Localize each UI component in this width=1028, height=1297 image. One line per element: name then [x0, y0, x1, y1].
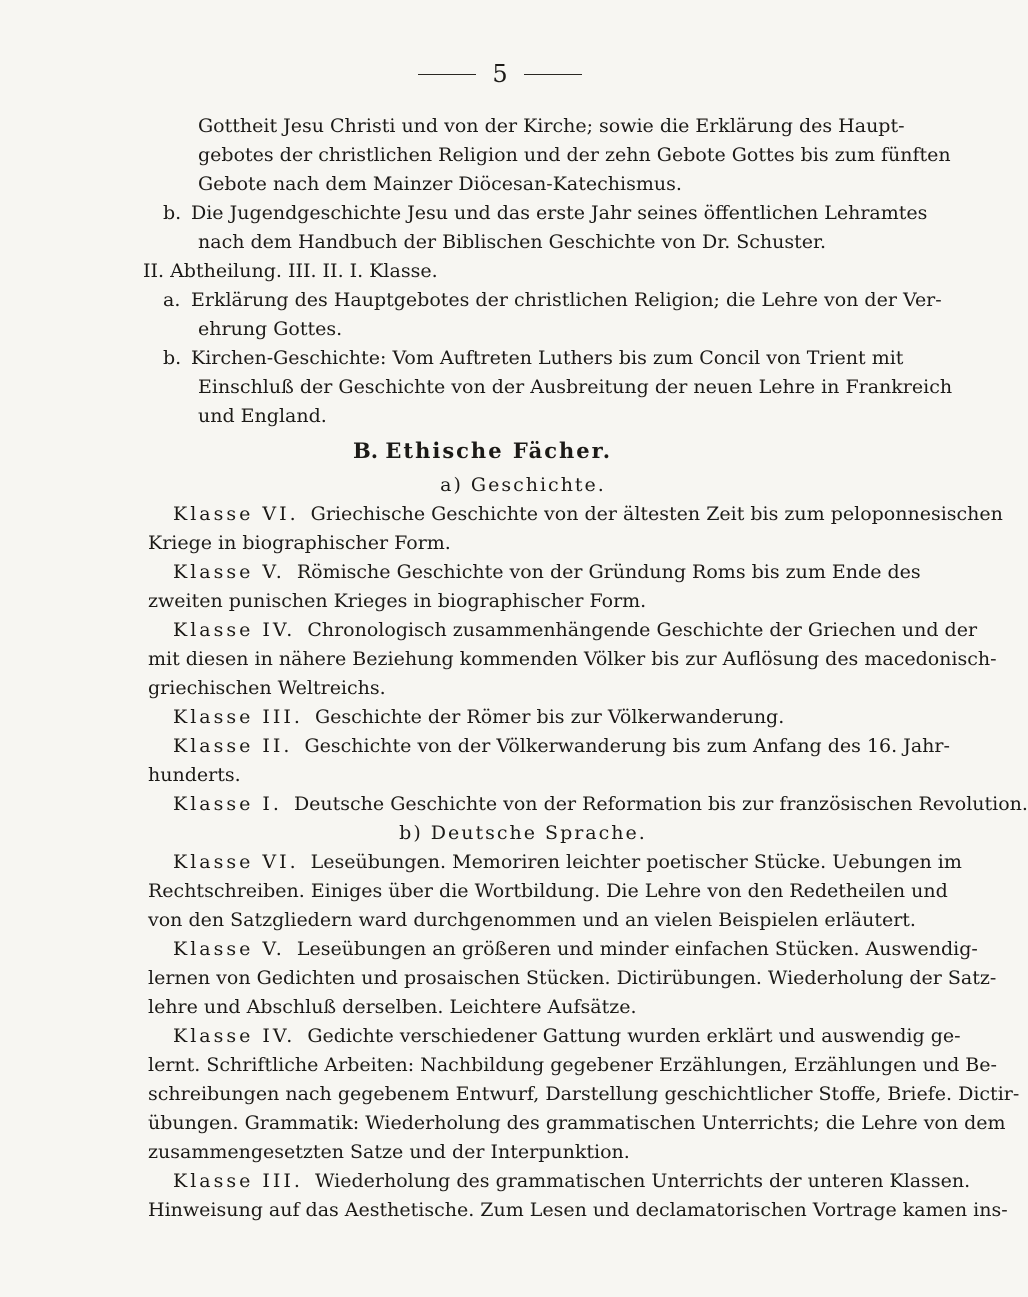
text-line: übungen. Grammatik: Wiederholung des grammatischen Unterrichts; die Lehre von dem	[148, 1112, 1006, 1134]
text-line: mit diesen in nähere Beziehung kommenden Völker bis zur Auflösung des macedonisch-	[148, 648, 997, 670]
header-rule-left	[418, 74, 476, 75]
section-title: Ethische Fächer.	[385, 438, 613, 463]
klasse-entry	[143, 703, 903, 732]
list-item-b	[143, 344, 903, 373]
klasse-label: Klasse V.	[173, 938, 285, 960]
text-line: Kriege in biographischer Form.	[148, 532, 451, 554]
item-text: Erklärung des Hauptgebotes der christlichen Religion; die Lehre von der Ver-	[191, 289, 942, 311]
klasse-text: Römische Geschichte von der Gründung Roms bis zum Ende des	[296, 561, 921, 583]
text-line: Einschluß der Geschichte von der Ausbreitung der neuen Lehre in Frankreich	[198, 376, 953, 398]
text-line: griechischen Weltreichs.	[148, 677, 386, 699]
text-line: zusammengesetzten Satze und der Interpunktion.	[148, 1141, 630, 1163]
klasse-text: Wiederholung des grammatischen Unterrichts der unteren Klassen.	[314, 1170, 971, 1192]
klasse-entry	[143, 935, 978, 964]
text-line: und England.	[198, 405, 327, 427]
page-number: 5	[492, 60, 508, 88]
body-text	[143, 112, 1028, 1225]
subsection-heading: a) Geschichte.	[440, 474, 606, 496]
klasse-entry	[143, 732, 950, 761]
text-line: Gottheit Jesu Christi und von der Kirche; sowie die Erklärung des Haupt-	[198, 115, 905, 137]
page-header	[0, 62, 1000, 86]
klasse-entry	[143, 500, 1003, 529]
list-item-b	[143, 199, 928, 228]
text-line: hunderts.	[148, 764, 241, 786]
klasse-text: Geschichte der Römer bis zur Völkerwanderung.	[314, 706, 785, 728]
item-text: Die Jugendgeschichte Jesu und das erste Jahr seines öffentlichen Lehramtes	[191, 202, 928, 224]
klasse-label: Klasse VI.	[173, 503, 299, 525]
klasse-text: Leseübungen an größeren und minder einfachen Stücken. Auswendig-	[296, 938, 978, 960]
text-line: Rechtschreiben. Einiges über die Wortbildung. Die Lehre von den Redetheilen und	[148, 880, 948, 902]
klasse-text: Deutsche Geschichte von der Reformation bis zur französischen Revolution.	[293, 793, 1028, 815]
klasse-label: Klasse V.	[173, 561, 285, 583]
list-item-a	[143, 286, 942, 315]
text-line: Gebote nach dem Mainzer Diöcesan-Katechismus.	[198, 173, 682, 195]
text-line: Hinweisung auf das Aesthetische. Zum Lesen und declamatorischen Vortrage kamen ins-	[148, 1199, 1008, 1221]
klasse-label: Klasse III.	[173, 1170, 303, 1192]
klasse-label: Klasse III.	[173, 706, 303, 728]
text-line: zweiten punischen Krieges in biographischer Form.	[148, 590, 647, 612]
item-text: Kirchen-Geschichte: Vom Auftreten Luthers bis zum Concil von Trient mit	[191, 347, 904, 369]
text-line: gebotes der christlichen Religion und der zehn Gebote Gottes bis zum fünften	[198, 144, 951, 166]
klasse-entry	[143, 790, 1028, 819]
text-line: schreibungen nach gegebenem Entwurf, Darstellung geschichtlicher Stoffe, Briefe. Dictir-	[148, 1083, 1020, 1105]
item-label: b.	[163, 202, 182, 224]
abtheilung-heading: II. Abtheilung. III. II. I. Klasse.	[143, 260, 438, 282]
text-line: lehre und Abschluß derselben. Leichtere Aufsätze.	[148, 996, 637, 1018]
text-line: nach dem Handbuch der Biblischen Geschichte von Dr. Schuster.	[198, 231, 827, 253]
text-line: lernen von Gedichten und prosaischen Stücken. Dictirübungen. Wiederholung der Satz-	[148, 967, 997, 989]
klasse-label: Klasse VI.	[173, 851, 299, 873]
klasse-entry	[143, 1167, 971, 1196]
text-line: ehrung Gottes.	[198, 318, 343, 340]
item-label: b.	[163, 347, 182, 369]
subsection-heading: b) Deutsche Sprache.	[399, 822, 647, 844]
section-label: B.	[353, 438, 379, 463]
klasse-text: Griechische Geschichte von der ältesten Zeit bis zum peloponnesischen	[310, 503, 1003, 525]
section-heading	[143, 431, 903, 471]
klasse-label: Klasse IV.	[173, 1025, 296, 1047]
klasse-label: Klasse II.	[173, 735, 293, 757]
klasse-text: Chronologisch zusammenhängende Geschichte der Griechen und der	[307, 619, 978, 641]
header-rule-right	[524, 74, 582, 75]
text-line: lernt. Schriftliche Arbeiten: Nachbildung gegebener Erzählungen, Erzählungen und Be-	[148, 1054, 997, 1076]
klasse-entry	[143, 848, 962, 877]
klasse-label: Klasse IV.	[173, 619, 296, 641]
klasse-label: Klasse I.	[173, 793, 282, 815]
klasse-text: Geschichte von der Völkerwanderung bis zum Anfang des 16. Jahr-	[304, 735, 950, 757]
klasse-text: Leseübungen. Memoriren leichter poetischer Stücke. Uebungen im	[310, 851, 962, 873]
klasse-entry	[143, 1022, 961, 1051]
text-line: von den Satzgliedern ward durchgenommen und an vielen Beispielen erläutert.	[148, 909, 916, 931]
klasse-text: Gedichte verschiedener Gattung wurden erklärt und auswendig ge-	[307, 1025, 961, 1047]
klasse-entry	[143, 616, 978, 645]
item-label: a.	[163, 289, 181, 311]
klasse-entry	[143, 558, 921, 587]
